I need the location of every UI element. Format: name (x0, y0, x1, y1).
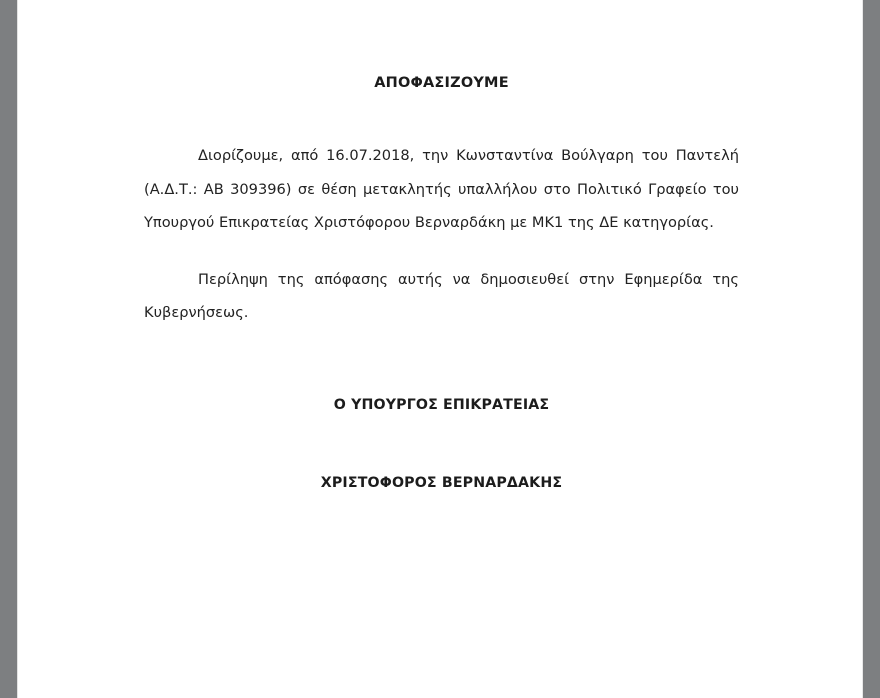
viewer-left-margin-band (0, 0, 17, 698)
body-paragraph-appointment: Διορίζουμε, από 16.07.2018, την Κωνσταντίνα Βούλγαρη του Παντελή (Α.Δ.Τ.: ΑΒ 309396) σε θέση μετακλητής υπαλλήλου στο Πολιτικό Γραφείο του Υπουργού Επικρατείας Χριστόφορου Βερναρδάκη με ΜΚ1 της ΔΕ κατηγορίας. (144, 147, 739, 231)
viewer-right-margin-band (863, 0, 880, 698)
document-heading: ΑΠΟΦΑΣΙΖΟΥΜΕ (374, 75, 509, 91)
signature-name: ΧΡΙΣΤΟΦΟΡΟΣ ΒΕΡΝΑΡΔΑΚΗΣ (320, 474, 563, 491)
body-paragraph-publication: Περίληψη της απόφασης αυτής να δημοσιευθεί στην Εφημερίδα της Κυβερνήσεως. (144, 270, 739, 321)
signature-role: Ο ΥΠΟΥΡΓΟΣ ΕΠΙΚΡΑΤΕΙΑΣ (333, 396, 550, 413)
document-page (17, 0, 863, 698)
document-text-column (144, 0, 739, 491)
